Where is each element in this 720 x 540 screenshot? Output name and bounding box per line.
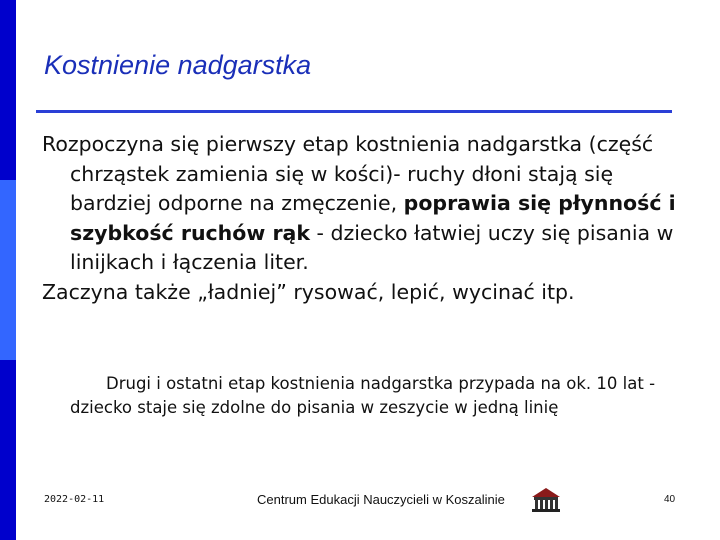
sidebar-bar-bottom xyxy=(0,360,16,540)
paragraph-1-text-end: - dziecko łatwiej uczy się pisania w linijkach i łączenia liter. xyxy=(70,220,674,274)
paragraph-2: Zaczyna także „ładniej” rysować, lepić, wycinać itp. xyxy=(42,279,575,304)
paragraph-3: Drugi i ostatni etap kostnienia nadgarstka przypada na ok. 10 lat - dziecko staje się zdolne do pisania w zeszycie w jedną linię xyxy=(70,374,656,417)
paragraph-1-bold: poprawia się płynność i szybkość ruchów rąk xyxy=(70,191,676,245)
paragraph-1-text-start: Rozpoczyna się pierwszy etap kostnienia nadgarstka (część chrząstek zamienia się w kości)- ruchy dłoni stają się bardziej odporne na zmęczenie, xyxy=(42,132,654,215)
footer-organization: Centrum Edukacji Nauczycieli w Koszalinie xyxy=(257,492,505,507)
main-content xyxy=(42,130,692,307)
building-logo-icon xyxy=(528,486,564,514)
slide-title: Kostnienie nadgarstka xyxy=(44,50,312,80)
footer-date: 2022-02-11 xyxy=(44,494,105,505)
title-divider xyxy=(36,110,672,113)
sidebar-bar-middle xyxy=(0,180,16,360)
paragraph-1 xyxy=(42,130,692,278)
page-number: 40 xyxy=(664,494,676,505)
sidebar-bar-top xyxy=(0,0,16,180)
